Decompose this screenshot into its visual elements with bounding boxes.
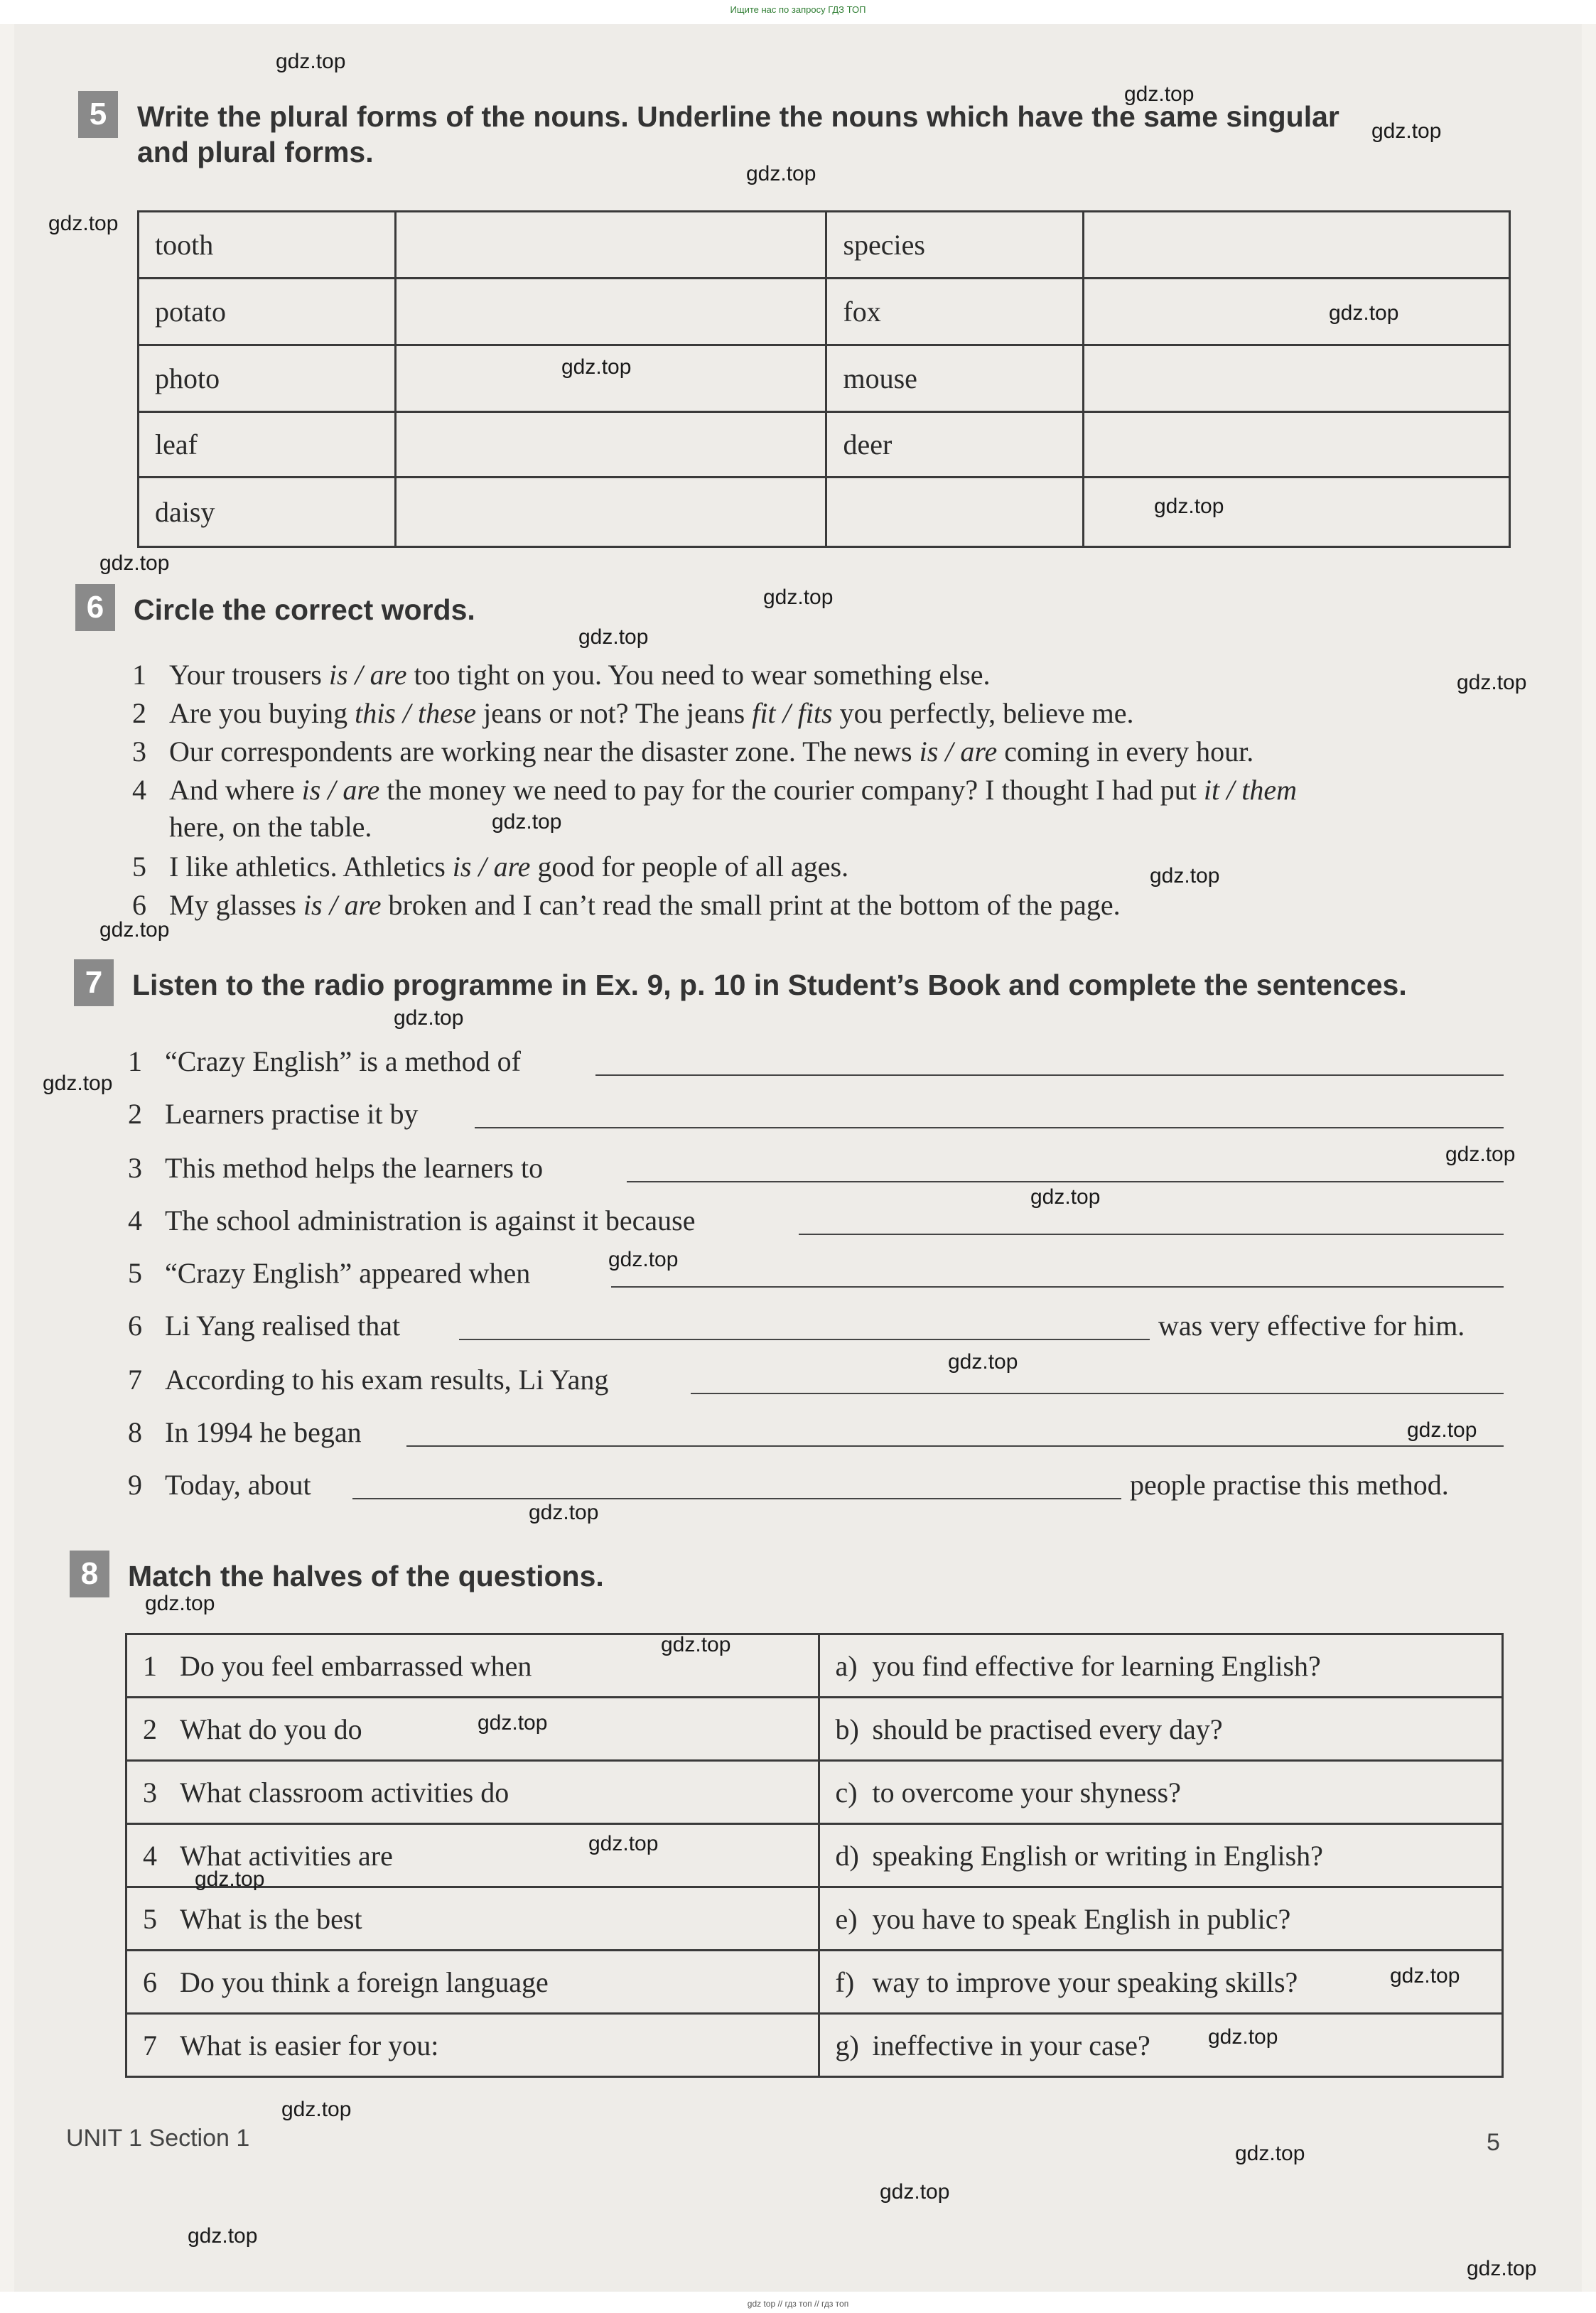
sentence-text: too tight on you. You need to wear something else. [406,659,991,691]
item-number: 6 [128,1310,142,1342]
item-letter: d) [835,1839,859,1872]
exercise-7-instruction: Listen to the radio programme in Ex. 9, p. 10 in Student’s Book and complete the sentences. [132,969,1407,1001]
sentence-text: you perfectly, believe me. [832,697,1134,729]
item-number: 1 [128,1045,142,1077]
exercise-7-item [128,1468,311,1502]
item-number: 5 [143,1902,157,1935]
question-text: should be practised every day? [872,1713,1223,1745]
singular-noun-cell: daisy [139,478,396,547]
sentence-end: people practise this method. [1130,1469,1449,1501]
item-number: 1 [143,1649,157,1682]
sentence-text: Your trousers [169,659,329,691]
watermark: gdz.top [99,918,170,942]
watermark: gdz.top [48,212,119,235]
watermark: gdz.top [1407,1418,1477,1442]
question-second-half [819,1698,1502,1761]
exercise-6-item [132,658,991,692]
item-number: 8 [128,1416,142,1448]
item-number: 3 [143,1776,157,1808]
watermark: gdz.top [1154,495,1224,518]
table-row [126,1761,1503,1824]
word-choice[interactable]: this / these [355,697,477,729]
answer-blank[interactable] [352,1498,1121,1499]
sentence-start: This method helps the learners to [165,1152,544,1184]
watermark: gdz.top [188,2224,258,2248]
question-text: What classroom activities do [180,1776,509,1808]
watermark: gdz.top [880,2180,950,2204]
item-number: 7 [128,1364,142,1396]
table-row [126,1951,1503,2014]
table-row [126,1824,1503,1887]
exercise-7-item [128,1256,530,1290]
exercise-7-item [128,1151,543,1185]
question-first-half [126,1698,819,1761]
sentence-start: In 1994 he began [165,1416,362,1448]
question-text: speaking English or writing in English? [872,1839,1323,1872]
word-choice[interactable]: is / are [301,774,380,806]
answer-blank[interactable] [406,1445,1504,1447]
watermark: gdz.top [1329,301,1399,325]
item-letter: f) [835,1966,855,1998]
sentence-text: My glasses [169,889,303,921]
plural-answer-cell[interactable] [395,279,826,345]
exercise-5-number: 5 [78,91,118,138]
singular-noun-cell: mouse [826,345,1084,412]
sentence-end: was very effective for him. [1158,1310,1465,1342]
item-letter: e) [835,1902,858,1935]
watermark: gdz.top [1235,2142,1305,2165]
item-number: 5 [128,1257,142,1289]
exercise-5-instruction-line1: Write the plural forms of the nouns. Underline the nouns which have the same singular [137,100,1339,133]
singular-noun-cell: photo [139,345,396,412]
watermark: gdz.top [281,2098,352,2121]
question-second-half [819,1824,1502,1887]
watermark: gdz.top [43,1072,113,1095]
exercise-7-item [128,1363,608,1397]
watermark: gdz.top [99,551,170,575]
singular-noun-cell: fox [826,279,1084,345]
word-choice[interactable]: is / are [328,659,407,691]
item-number: 1 [132,659,146,691]
watermark: gdz.top [1150,864,1220,888]
question-text: What is easier for you: [180,2029,439,2061]
word-choice[interactable]: fit / fits [752,697,833,729]
sentence-text: jeans or not? The jeans [476,697,753,729]
match-halves-table [125,1633,1504,2078]
question-text: you have to speak English in public? [872,1902,1291,1935]
watermark: gdz.top [492,810,562,834]
sentence-start: “Crazy English” is a method of [165,1045,521,1077]
singular-noun-cell: deer [826,412,1084,478]
exercise-5-instruction-line2: and plural forms. [137,136,374,168]
sentence-text: Our correspondents are working near the disaster zone. The news [169,735,920,767]
item-letter: g) [835,2029,859,2061]
exercise-6-instruction: Circle the correct words. [134,593,475,626]
answer-blank[interactable] [691,1393,1504,1394]
question-second-half [819,2014,1502,2077]
item-number: 2 [132,697,146,729]
exercise-7-item [128,1045,521,1079]
item-number: 6 [132,889,146,921]
sentence-start: The school administration is against it because [165,1204,696,1236]
table-row [139,412,1510,478]
question-text: Do you think a foreign language [180,1966,549,1998]
sentence-start: Learners practise it by [165,1098,419,1130]
table-row [126,2014,1503,2077]
exercise-7-item [128,1309,400,1343]
answer-blank[interactable] [595,1074,1504,1076]
plural-answer-cell[interactable] [395,212,826,279]
item-number: 4 [132,774,146,806]
exercise-7-item [128,1416,362,1450]
item-number: 9 [128,1469,142,1501]
sentence-text: good for people of all ages. [530,851,849,883]
watermark: gdz.top [746,162,816,185]
watermark: gdz.top [588,1832,659,1855]
plural-answer-cell[interactable] [1084,478,1510,547]
watermark: gdz.top [145,1592,215,1615]
item-number: 6 [143,1966,157,1998]
item-number: 7 [143,2029,157,2061]
exercise-6-item [132,696,1133,730]
watermark: gdz.top [276,50,346,73]
sentence-text: broken and I can’t read the small print at the bottom of the page. [381,889,1121,921]
item-number: 3 [132,735,146,767]
question-first-half [126,1887,819,1951]
watermark: gdz.top [1124,82,1195,106]
plural-answer-cell[interactable] [1084,212,1510,279]
watermark: gdz.top [561,355,632,379]
table-row [139,279,1510,345]
question-second-half [819,1761,1502,1824]
word-choice[interactable]: is / are [303,889,382,921]
answer-blank[interactable] [475,1127,1504,1128]
singular-noun-cell: potato [139,279,396,345]
question-first-half [126,1951,819,2014]
item-number: 4 [128,1204,142,1236]
singular-noun-cell: leaf [139,412,396,478]
watermark: gdz.top [608,1248,679,1271]
question-second-half [819,1634,1502,1698]
watermark: gdz.top [529,1501,599,1524]
item-letter: b) [835,1713,859,1745]
plural-answer-cell[interactable] [395,412,826,478]
answer-blank[interactable] [627,1181,1504,1182]
question-text: What do you do [180,1713,362,1745]
table-row [126,1698,1503,1761]
watermark: gdz.top [1457,671,1527,694]
sentence-text: And where [169,774,302,806]
answer-blank[interactable] [799,1234,1504,1235]
footer-unit-section: UNIT 1 Section 1 [66,2125,250,2152]
item-number: 4 [143,1839,157,1872]
question-second-half [819,1887,1502,1951]
question-text: What activities are [180,1839,393,1872]
plural-answer-cell[interactable] [395,478,826,547]
singular-noun-cell: species [826,212,1084,279]
table-row [139,478,1510,547]
watermark: gdz.top [1030,1185,1101,1209]
watermark: gdz.top [1445,1143,1516,1166]
singular-noun-cell [826,478,1084,547]
watermark: gdz.top [578,625,649,649]
exercise-6-item-continuation [132,810,372,844]
question-first-half [126,1761,819,1824]
exercise-6-item [132,773,1297,807]
exercise-6-number: 6 [75,584,115,631]
item-number: 3 [128,1152,142,1184]
sentence-start: According to his exam results, Li Yang [165,1364,609,1396]
table-row [126,1634,1503,1698]
word-choice[interactable]: it / them [1203,774,1297,806]
watermark: gdz.top [661,1633,731,1656]
sentence-text: here, on the table. [169,811,372,843]
sentence-start: Li Yang realised that [165,1310,401,1342]
answer-blank[interactable] [459,1339,1150,1340]
sentence-text: Are you buying [169,697,355,729]
watermark: gdz.top [948,1350,1018,1374]
watermark: gdz.top [394,1006,464,1030]
question-text: to overcome your shyness? [872,1776,1181,1808]
exercise-8-number: 8 [70,1551,109,1597]
question-text: you find effective for learning English? [872,1649,1321,1682]
watermark: gdz.top [1371,119,1442,143]
sentence-start: “Crazy English” appeared when [165,1257,531,1289]
page-number: 5 [1487,2129,1500,2156]
sentence-start: Today, about [165,1469,311,1501]
plural-answer-cell[interactable] [1084,345,1510,412]
watermark: gdz.top [478,1711,548,1735]
exercise-7-item [128,1097,419,1131]
plural-answer-cell[interactable] [1084,412,1510,478]
plural-answer-cell[interactable] [1084,279,1510,345]
exercise-7-number: 7 [74,959,114,1006]
table-row [139,345,1510,412]
bottom-note: gdz top // гдз топ // гдз топ [747,2299,849,2309]
question-text: ineffective in your case? [872,2029,1150,2061]
watermark: gdz.top [1390,1964,1460,1988]
sentence-text: coming in every hour. [997,735,1254,767]
item-number: 2 [143,1713,157,1745]
item-letter: c) [835,1776,858,1808]
exercise-6-item [132,888,1121,922]
sentence-text: I like athletics. Athletics [169,851,453,883]
sentence-text: the money we need to pay for the courier company? I thought I had put [379,774,1204,806]
plural-nouns-table [137,210,1511,548]
question-text: Do you feel embarrassed when [180,1649,532,1682]
watermark: gdz.top [1208,2025,1278,2049]
watermark: gdz.top [1467,2257,1537,2280]
table-row [126,1887,1503,1951]
item-number: 5 [132,851,146,883]
exercise-6-item [132,735,1253,769]
word-choice[interactable]: is / are [919,735,998,767]
answer-blank[interactable] [611,1286,1504,1288]
question-first-half [126,2014,819,2077]
item-letter: a) [835,1649,858,1682]
watermark: gdz.top [195,1867,265,1891]
table-row [139,212,1510,279]
word-choice[interactable]: is / are [452,851,531,883]
top-note: Ищите нас по запросу ГДЗ ТОП [730,4,866,15]
watermark: gdz.top [763,586,834,609]
exercise-7-item [128,1204,695,1238]
question-text: way to improve your speaking skills? [872,1966,1298,1998]
singular-noun-cell: tooth [139,212,396,279]
exercise-6-item [132,850,848,884]
exercise-8-instruction: Match the halves of the questions. [128,1560,604,1592]
question-text: What is the best [180,1902,362,1935]
item-number: 2 [128,1098,142,1130]
